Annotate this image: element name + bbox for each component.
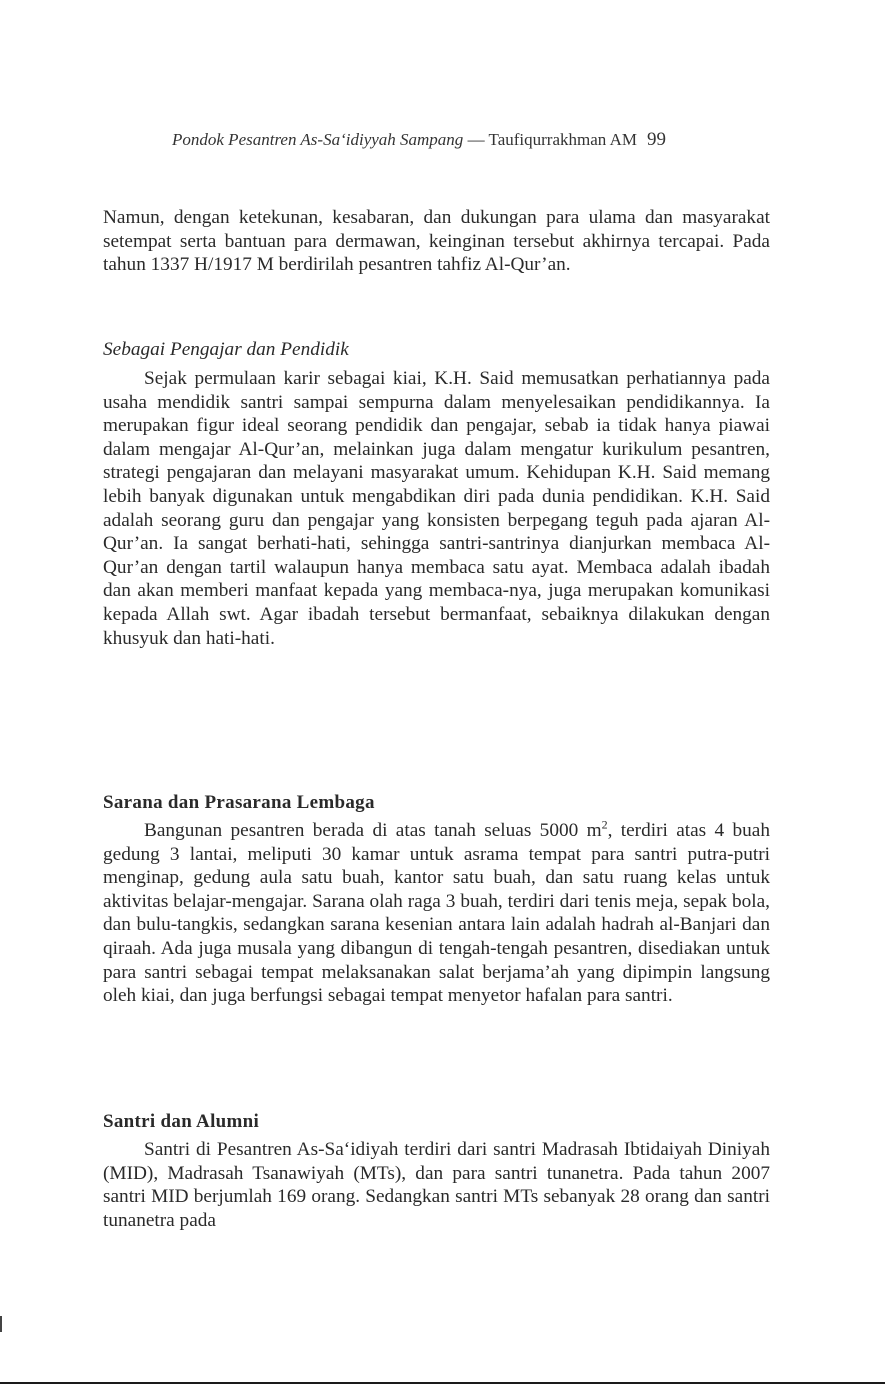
heading-pengajar: Sebagai Pengajar dan Pendidik — [103, 339, 349, 360]
header-separator: — — [463, 130, 489, 149]
pengajar-block — [103, 367, 770, 650]
heading-sarana: Sarana dan Prasarana Lembaga — [103, 792, 375, 813]
santri-block — [103, 1138, 770, 1232]
header-author: Taufiqurrakhman AM — [488, 130, 637, 149]
intro-paragraph: Namun, dengan ketekunan, kesabaran, dan dukungan para ulama dan masyarakat setempat serta bantuan para dermawan, keinginan tersebut akhirnya tercapai. Pada tahun 1337 H/1917 M berdirilah pesantren tahfiz Al-Qur’an. — [103, 207, 770, 276]
page-bottom-edge — [0, 1382, 885, 1384]
page-number: 99 — [646, 129, 666, 150]
running-header — [172, 129, 778, 151]
heading-santri: Santri dan Alumni — [103, 1111, 260, 1132]
santri-paragraph: Santri di Pesantren As-Sa‘idiyah terdiri dari santri Madrasah Ibtidaiyah Diniyah (MID), Madrasah Tsanawiyah (MTs), dan para santri tunanetra. Pada tahun 2007 santri MID berjumlah 169 orang. Sedangkan santri MTs sebanyak 28 orang dan santri tunanetra pada — [103, 1139, 770, 1231]
intro-block — [103, 206, 770, 277]
header-title: Pondok Pesantren As-Sa‘idiyyah Sampang — [172, 130, 464, 149]
area-superscript: 2 — [601, 817, 608, 832]
sarana-text-end: , terdiri atas 4 buah gedung 3 lantai, meliputi 30 kamar untuk asrama tempat para santri putra-putri menginap, gedung aula satu buah, kantor satu buah, dan satu ruang kelas untuk aktivitas belajar-mengajar. Sarana olah raga 3 buah, terdiri dari tenis meja, sepak bola, dan bulu-tangkis, sedangkan sarana kesenian antara lain adalah hadrah al-Banjari dan qiraah. Ada juga musala yang dibangun di tengah-tengah pesantren, disediakan untuk para santri sebagai tempat melaksanakan salat berjama’ah yang dipimpin langsung oleh kiai, dan juga berfungsi sebagai tempat menyetor hafalan para santri. — [103, 820, 770, 1007]
sarana-block — [103, 819, 770, 1008]
pengajar-paragraph: Sejak permulaan karir sebagai kiai, K.H. Said memusatkan perhatiannya pada usaha mendidik santri sampai sempurna dalam menyelesaikan pendidikannya. Ia merupakan figur ideal seorang pendidik dan pengajar, sebab ia tidak hanya piawai dalam mengajar Al-Qur’an, melainkan juga dalam mengatur kurikulum pesantren, strategi pengajaran dan melayani masyarakat umum. Kehidupan K.H. Said memang lebih banyak digunakan untuk mengabdikan diri pada dunia pendidikan. K.H. Said adalah seorang guru dan pengajar yang konsisten berpegang teguh pada ajaran Al-Qur’an. Ia sangat berhati-hati, sehingga santri-santrinya dianjurkan membaca Al-Qur’an dengan tartil walaupun hanya membaca satu ayat. Membaca adalah ibadah dan akan memberi manfaat kepada yang membaca-nya, juga merupakan komunikasi kepada Allah swt. Agar ibadah tersebut bermanfaat, sebaiknya dilakukan dengan khusyuk dan hati-hati. — [103, 368, 770, 649]
sarana-paragraph — [103, 819, 770, 1008]
sarana-text-start: Bangunan pesantren berada di atas tanah seluas 5000 m — [144, 820, 602, 841]
scan-edge-mark — [0, 1316, 2, 1332]
